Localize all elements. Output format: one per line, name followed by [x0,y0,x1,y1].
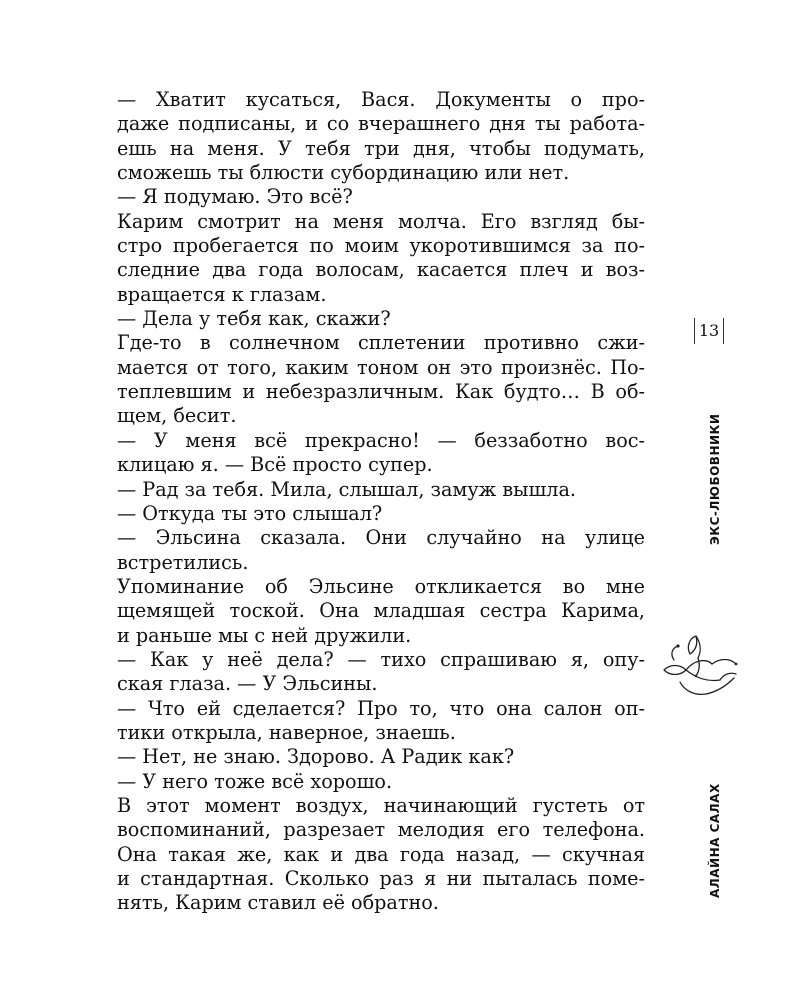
text-line: — Нет, не знаю. Здорово. А Радик как? [117,745,515,769]
text-line: щем, бесит. [117,404,237,428]
text-line: — Хватит кусаться, Вася. Документы о про- [117,88,645,111]
text-line: и раньше мы с ней дружили. [117,623,412,647]
text-line: тики открыла, наверное, знаешь. [117,720,456,744]
body-text [117,88,645,916]
text-line: Где-то в солнечном сплетении противно сжи- [117,331,645,355]
text-line: встретились. [117,550,249,574]
text-line: — Что ей сделается? Про то, что она салон оп- [117,696,645,720]
text-line: — У него тоже всё хорошо. [117,769,393,793]
text-line: щемящей тоской. Она младшая сестра Карима, [117,599,645,623]
text-line: — Откуда ты это слышал? [117,501,383,525]
text-line: мается от того, каким тоном он это произнёс. По- [117,355,645,379]
series-title: ЭКС-ЛЮБОВНИКИ [708,413,722,545]
text-line: и стандартная. Сколько раз я ни пыталась поме- [117,867,645,890]
text-line: ская глаза. — У Эльсины. [117,672,378,696]
text-line: — У меня всё прекрасно! — беззаботно вос- [117,428,645,452]
text-line: теплевшим и небезразличным. Как будто… В об- [117,380,645,404]
text-line: — Дела у тебя как, скажи? [117,307,391,331]
text-line: нять, Карим ставил её обратно. [117,891,439,915]
text-line: — Как у неё дела? — тихо спрашиваю я, опу- [117,647,645,671]
text-line: Карим смотрит на меня молча. Его взгляд бы- [117,209,645,233]
text-line: вращается к глазам. [117,282,327,306]
text-line: — Эльсина сказала. Они случайно на улице [117,526,645,550]
text-line: даже подписаны, и со вчерашнего дня ты работа- [117,112,645,136]
text-line: ешь на меня. У тебя три дня, чтобы подумать, [117,136,645,160]
text-line: воспоминаний, разрезает мелодия его телефона. [117,818,645,842]
text-line: — Рад за тебя. Мила, слышал, замуж вышла. [117,477,577,501]
author-name: АЛАЙНА САЛАХ [708,783,722,898]
text-line: В этот момент воздух, начинающий густеть от [117,793,645,817]
text-line: Она такая же, как и два года назад, — скучная [117,842,645,866]
floral-ornament-icon [650,630,742,706]
text-line: клицаю я. — Всё просто супер. [117,453,433,477]
page-number: 13 [694,318,724,344]
text-line: стро пробегается по моим укоротившимся за по- [117,234,645,258]
text-line: следние два года волосам, касается плеч и воз- [117,258,645,282]
text-line: сможешь ты блюсти субординацию или нет. [117,161,570,185]
text-line: — Я подумаю. Это всё? [117,185,353,209]
text-line: Упоминание об Эльсине откликается во мне [117,574,645,598]
